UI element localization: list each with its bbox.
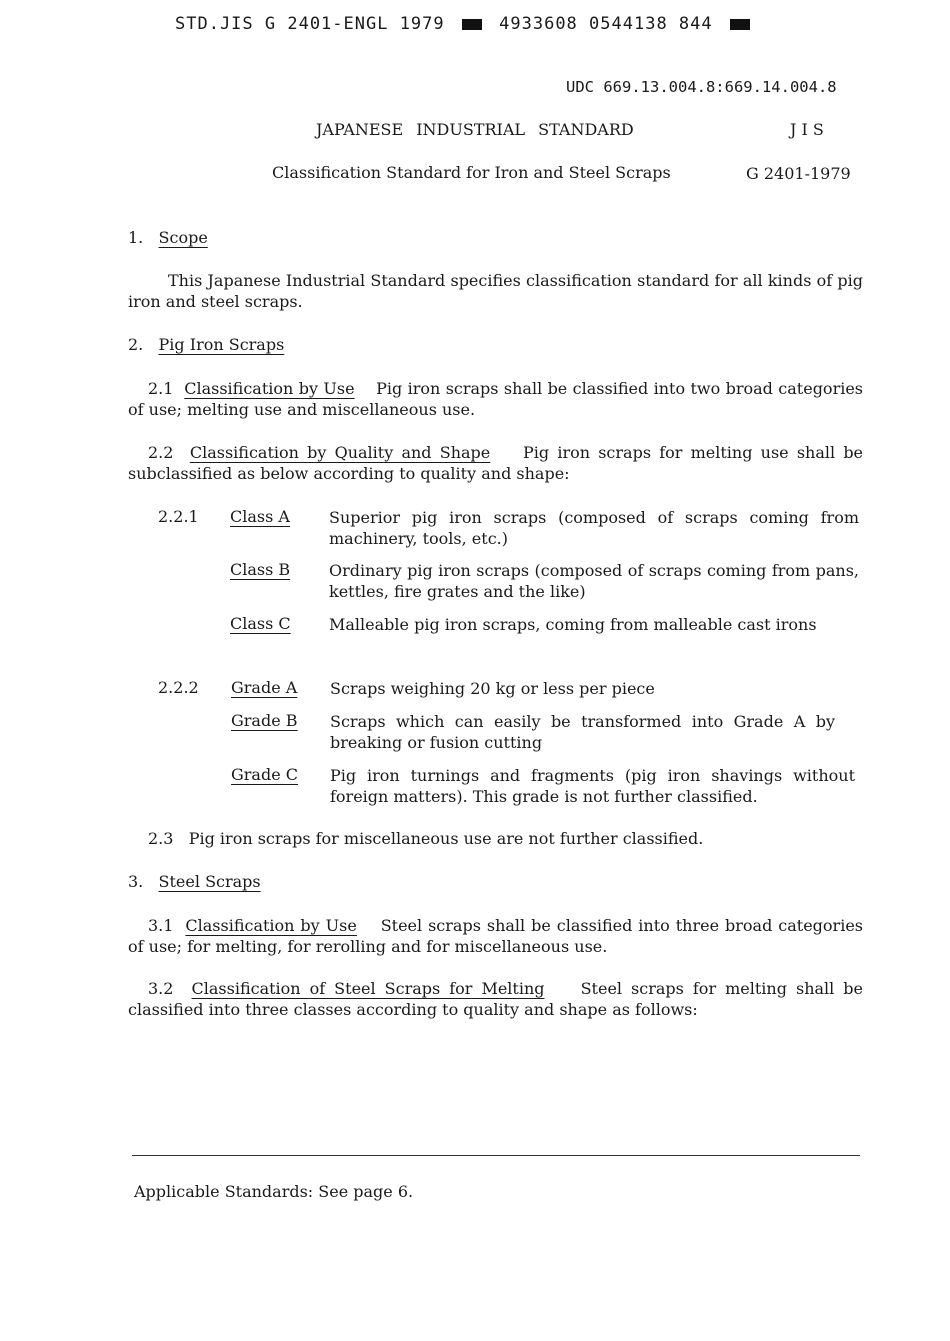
document-code-line [175,14,756,34]
class-c-desc: Malleable pig iron scraps, coming from malleable cast irons [329,615,817,634]
grade-b-desc: Scraps which can easily be transformed into Grade A by breaking or fusion cutting [330,712,835,752]
section-1-body: This Japanese Industrial Standard specifies classification standard for all kinds of pig iron and steel scraps. [128,271,863,311]
section-3-heading: 3. Steel Scraps [128,872,261,891]
section-2-3: 2.3 Pig iron scraps for miscellaneous use are not further classified. [148,829,704,848]
barcode-a: 4933608 [499,14,578,34]
section-2-1: 2.1 Classification by Use Pig iron scraps shall be classified into two broad categories of use; melting use and miscellaneous use. [128,379,864,419]
class-b-label: Class B [230,560,291,579]
class-b-desc: Ordinary pig iron scraps (composed of scraps coming from pans, kettles, fire grates and the like) [329,561,859,601]
udc-number: UDC 669.13.004.8:669.14.004.8 [566,78,837,96]
class-a-label: Class A [230,507,290,526]
document-title: Classification Standard for Iron and Steel Scraps [272,163,671,182]
class-c-label: Class C [230,614,291,633]
grade-a-label: Grade A [231,678,298,697]
class-a-desc: Superior pig iron scraps (composed of scraps coming from machinery, tools, etc.) [329,508,859,548]
footnote-divider [132,1155,860,1156]
standard-type: JAPANESE INDUSTRIAL STANDARD [316,120,634,139]
section-2-2: 2.2 Classification by Quality and Shape Pig iron scraps for melting use shall be subclassified as below according to quality and shape: [128,443,864,483]
section-3-1: 3.1 Classification by Use Steel scraps shall be classified into three broad categories of use; for melting, for rerolling and for miscellaneous use. [128,916,863,956]
grade-c-desc: Pig iron turnings and fragments (pig iron shavings without foreign matters). This grade is not further classified. [330,766,855,806]
grade-b-label: Grade B [231,711,298,730]
section-2-2-2-number: 2.2.2 [158,678,199,697]
section-1-heading: 1. Scope [128,228,208,247]
section-3-2: 3.2 Classification of Steel Scraps for Melting Steel scraps for melting shall be classified into three classes according to quality and shape as follows: [128,979,863,1019]
grade-a-desc: Scraps weighing 20 kg or less per piece [330,679,655,698]
section-2-2-1-number: 2.2.1 [158,507,199,526]
grade-c-label: Grade C [231,765,299,784]
footnote-applicable-standards: Applicable Standards: See page 6. [134,1182,414,1201]
standard-number: G 2401-1979 [746,164,851,183]
jis-mark: J I S [790,120,824,139]
std-code: STD.JIS G 2401-ENGL 1979 [175,14,445,34]
barcode-b: 0544138 844 [589,14,713,34]
redaction-block [462,19,482,30]
redaction-block [730,19,750,30]
section-2-heading: 2. Pig Iron Scraps [128,335,285,354]
